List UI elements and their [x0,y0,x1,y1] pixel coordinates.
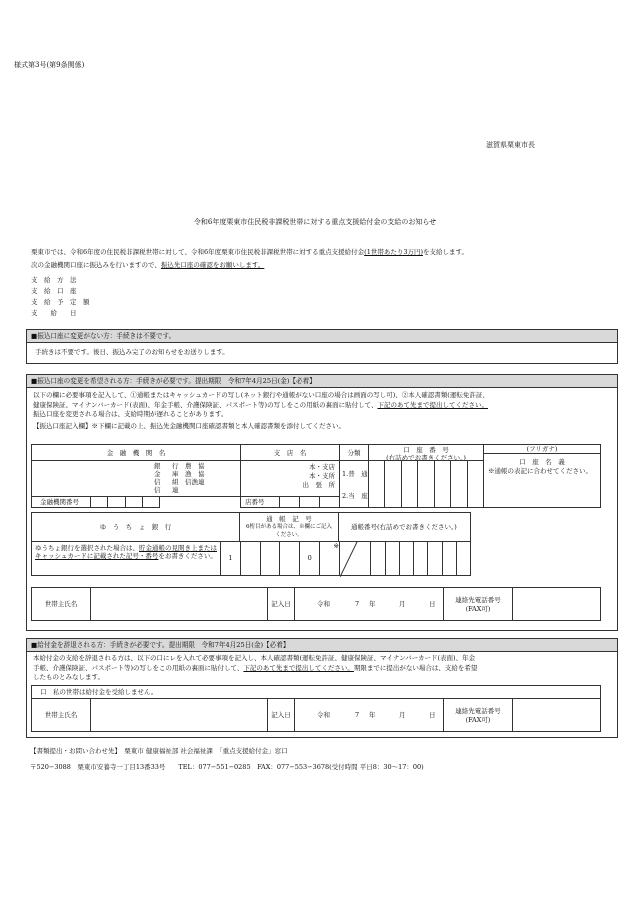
yucho-label: ゆ う ち ょ 銀 行 [31,512,240,542]
decline-submit-note: 下記のあて先まで提出してください。 [243,663,354,672]
date-day-unit: 日 [429,600,436,608]
section-change-heading: ■振込口座の変更を希望される方：手続きが必要です。提出期限 令和7年4月25日(金)【必着】 [27,375,617,388]
account-number-header [368,444,484,461]
date-year-unit: 年 [369,600,376,608]
decline-signature-row [31,698,601,732]
branch-name-field[interactable] [240,460,340,497]
bank-account-table [31,444,601,512]
yucho-note-text: ゆうちょ銀行を選択された場合は、 [35,544,139,552]
branch-type-shucchosho: 出 張 所 [302,481,335,489]
type-bank-suffix: 行 農 協 [172,462,205,470]
yucho-note-end: をお書きください。 [158,552,217,560]
decline-date-year-unit: 年 [369,711,376,719]
date-year: 7 [355,600,360,608]
yucho-note [31,541,221,576]
intro-text: 栗東市では、令和6年度の住民税非課税世帯に対して、令和6年度栗東市住民税非課税世帯に対する重点支援給付金 [31,248,365,256]
decline-deadline-note: 期限までに提出がない場合は、支給を希望 [353,663,478,672]
householder-name-input[interactable] [90,587,268,621]
branch-name-header: 支 店 名 [240,444,340,461]
intro-line-2 [31,261,264,270]
yucho-symbol-digit-0: 0 [300,542,320,575]
contact-phone-input[interactable] [512,587,601,621]
type-shinren: 信 [154,486,161,494]
decline-householder-label: 世帯主氏名 [31,698,91,732]
intro-text-end: を支給します。 [423,248,468,256]
detail-method: 支 給 方 法 [31,276,77,284]
decline-body-line-2: 手帳、介護保険証、パスポート等)の写しをこの用紙の裏面に貼付して、 [33,663,244,672]
account-holder-label: 口 座 名 義 [519,458,565,466]
section-no-change [26,329,618,364]
detail-date: 支 給 日 [31,309,77,317]
branch-code-boxes[interactable] [279,496,340,508]
date-month-unit: 月 [399,600,406,608]
decline-date-day-unit: 日 [429,711,436,719]
intro-line-1 [31,248,611,257]
kana-header: (フリガナ) [483,444,601,454]
change-body-line-1: 以下の欄に必要事項を記入して、①通帳またはキャッシュカードの写し(ネット銀行や通帳がない口座の場合は画面の写し可)、②本人確認書類(運転免許証、 [33,391,489,399]
change-body-line-2: 健康保険証、マイナンバーカード(表面)、年金手帳、介護保険証、パスポート等)の写しをこの用紙の裏面に貼付して、 [33,400,378,409]
confirm-request: 振込先口座の確認をお願いします。 [160,261,265,269]
type-bank: 銀 [154,462,161,470]
section-decline [26,638,618,738]
contact-title: 連絡先電話番号 [455,596,501,604]
form-number: 様式第3号(第9条関係) [14,61,85,69]
decline-date-era: 令和 [317,711,330,719]
yucho-symbol-header [239,512,339,542]
decline-body-line-3: したものとみなします。 [33,673,104,681]
section-no-change-body: 手続きは不要です。後日、振込み完了のお知らせをお送りします。 [35,348,229,356]
account-holder-field[interactable] [483,453,601,508]
class-current: 2.当 座 [342,492,368,500]
account-number-note: (右詰めでお書きください。) [386,454,466,462]
intro-text-2: 次の金融機関口座に振込みを行いますので、 [31,261,161,269]
type-shinkin-suffix: 庫 漁 協 [172,470,205,478]
entry-date-field[interactable] [294,587,444,621]
detail-amount: 支 給 予 定 額 [31,298,90,306]
decline-contact-label [443,698,513,732]
change-signature-row [31,587,601,621]
date-era: 令和 [317,600,330,608]
type-shinkin: 金 [154,470,161,478]
bank-code-label: 金融機関番号 [31,496,91,508]
section-decline-body [27,652,617,683]
entry-label: 【振込口座記入欄】※下欄に記載の上、振込先金融機関口座確認書類と本人確認書類を添付してください。 [33,421,345,430]
section-no-change-heading: ■振込口座に変更がない方：手続きは不要です。 [27,330,617,343]
diagonal-line-icon [340,542,358,577]
decline-contact-title: 連絡先電話番号 [455,707,501,715]
branch-code-label: 店番号 [240,496,280,508]
yucho-symbol-note: 6桁目がある場合は、※欄にご記入ください。 [245,524,332,538]
decline-date-year: 7 [355,711,360,719]
decline-householder-input[interactable] [90,698,268,732]
bank-code-boxes[interactable] [90,496,160,508]
yucho-number-boxes[interactable] [339,541,471,576]
issuer: 滋賀県栗東市長 [486,141,535,149]
footer-address: 〒520−3088 栗東市安養寺一丁目13番33号 TEL：077−551−0285 FAX：077−553−3678(受付時間 平日8：30〜17：00) [30,763,424,771]
class-field[interactable] [339,460,369,508]
yucho-symbol-boxes[interactable] [220,541,340,576]
account-number-boxes[interactable] [368,460,484,508]
type-shinren-suffix: 連 [172,486,179,494]
yucho-symbol-digit-1: 1 [221,542,241,575]
change-submit-note: 下記のあて先まで提出してください。 [377,400,488,409]
yucho-table [31,512,471,576]
decline-contact-fax: (FAX可) [465,716,491,724]
section-change-account [26,374,618,631]
bank-name-header: 金 融 機 関 名 [31,444,241,461]
amount-text: (1世帯あたり3万円) [364,248,423,256]
decline-date-month-unit: 月 [399,711,406,719]
householder-label: 世帯主氏名 [31,587,91,621]
decline-body-line-1: 本給付金の支給を辞退される方は、以下の口にレを入れて必要事項を記入し、本人確認書類(運転免許証、健康保険証、マイナンバーカード(表面)、年金 [33,654,476,662]
bank-name-field[interactable] [31,460,241,497]
decline-date-label: 記入日 [267,698,295,732]
payment-details [31,275,90,319]
yucho-number-header: 通帳番号(右詰めでお書きください。) [338,512,471,542]
decline-date-field[interactable] [294,698,444,732]
decline-contact-input[interactable] [512,698,601,732]
contact-label [443,587,513,621]
yucho-symbol-title: 通 帳 記 号 [266,515,312,523]
detail-account: 支 給 口 座 [31,287,77,295]
account-number-title: 口 座 番 号 [403,446,449,454]
change-body-line-3: 振込口座を変更される場合は、支給時期が遅れることがあります。 [33,410,228,418]
yucho-mark: ※ [333,542,339,550]
footer-contact-heading: 【書類提出・お問い合わせ先】 栗東市 健康福祉部 社会福祉課 「重点支援給付金」窓口 [30,747,288,755]
account-holder-note: ※通帳の表記に合わせてください。 [488,466,592,475]
branch-type-honshisho: 本・支所 [309,472,335,480]
yucho-note-underline: 貯金通帳の見開き上またはキャッシュカードに記載された記号・番号 [35,544,217,560]
date-label: 記入日 [267,587,295,621]
branch-type-honshiten: 本・支店 [309,463,335,471]
type-kumiai-suffix: 組 信漁連 [172,478,205,486]
decline-checkbox-label: 口 私の世帯は給付金を受給しません。 [40,688,158,696]
document-title: 令和6年度栗東市住民税非課税世帯に対する重点支援給付金の支給のお知らせ [193,218,437,226]
class-ordinary: 1.普 通 [342,470,368,478]
section-decline-heading: ■給付金を辞退される方：手続きが必要です。提出期限 令和7年4月25日(金)【必着】 [27,639,617,652]
type-kumiai: 信 [154,478,161,486]
class-header: 分類 [339,444,369,461]
section-change-body [27,388,617,420]
decline-checkbox-row[interactable] [31,685,601,699]
contact-fax: (FAX可) [465,605,491,613]
